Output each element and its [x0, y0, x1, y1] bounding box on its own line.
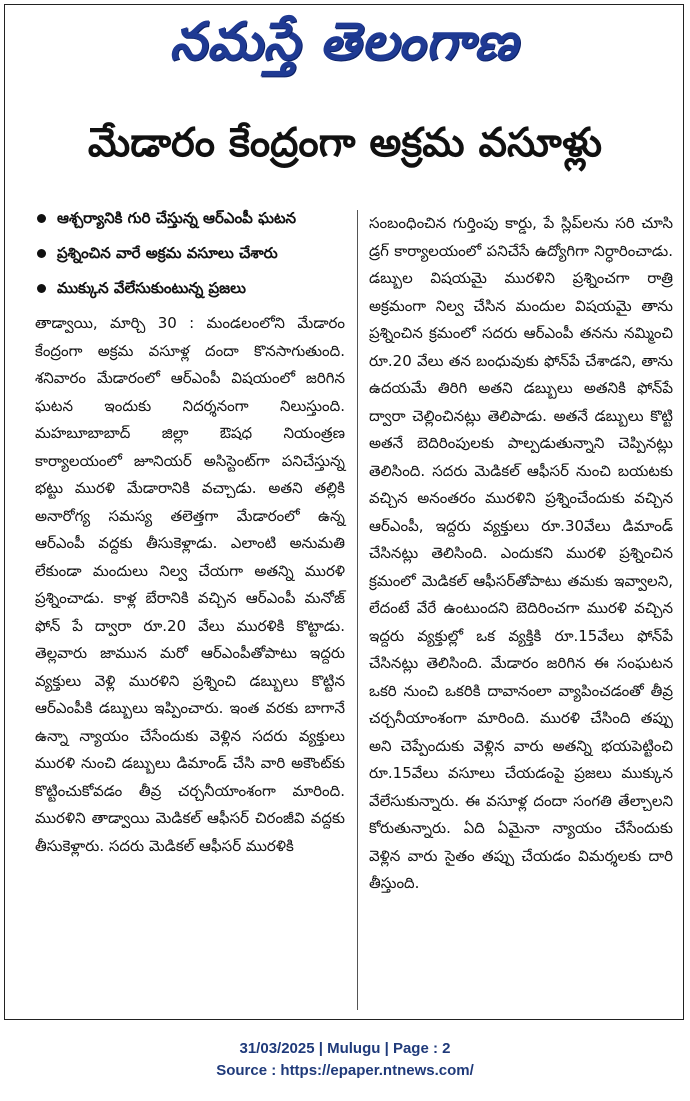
right-column	[369, 210, 673, 898]
bullet-item	[35, 240, 345, 267]
article-body-left: తాడ్వాయి, మార్చి 30 : మండలంలోని మేడారం కేంద్రంగా అక్రమ వసూళ్ల దందా కొనసాగుతుంది. శనివారం మేడారంలో ఆర్‌ఎంపీ విషయంలో జరిగిన ఘటన ఇందుకు నిదర్శనంగా నిలుస్తుంది. మహబూబాబాద్ జిల్లా ఔషధ నియంత్రణ కార్యాలయంలో జూనియర్ అసిస్టెంట్‌గా పనిచేస్తున్న భట్టు మురళి మేడారానికి వచ్చాడు. అతని తల్లికి అనారోగ్య సమస్య తలెత్తగా మేడారంలో ఉన్న ఆర్‌ఎంపీ వద్దకు తీసుకెళ్లాడు. ఎలాంటి అనుమతి లేకుండా మందులు నిల్వ చేయగా అతన్ని మురళి ప్రశ్నించాడు. కాళ్ల బేరానికి వచ్చిన ఆర్‌ఎంపీ మనోజ్ ఫోన్ పే ద్వారా రూ.20 వేలు మురళికి కొట్టాడు. తెల్లవారు జామున మరో ఆర్‌ఎంపీతోపాటు ఇద్దరు వ్యక్తులు వెళ్లి మురళిని ప్రశ్నించి డబ్బులు కొట్టిన ఆర్‌ఎంపీకి డబ్బులు ఇప్పించారు. ఇంత వరకు బాగానే ఉన్నా న్యాయం చేసేందుకు వెళ్లిన సదరు వ్యక్తులు మురళి నుంచి డబ్బులు డిమాండ్ చేసి వారి అకౌంట్‌కు కొట్టించుకోవడం తీవ్ర చర్చనీయాంశంగా మారింది. మురళిని తాడ్వాయి మెడికల్ ఆఫీసర్ చిరంజీవి వద్దకు తీసుకెళ్లారు. సదరు మెడికల్ ఆఫీసర్ మురళికి	[35, 314, 345, 855]
bullet-item	[35, 275, 345, 302]
clipping-footer	[0, 1038, 690, 1082]
article-headline: మేడారం కేంద్రంగా అక్రమ వసూళ్లు	[87, 120, 603, 166]
clipping-frame	[4, 4, 684, 1020]
footer-date-edition: 31/03/2025 | Mulugu | Page : 2	[239, 1040, 451, 1057]
bullet-text: ముక్కున వేలేసుకుంటున్న ప్రజలు	[57, 279, 246, 297]
bullet-text: ప్రశ్నించిన వారే అక్రమ వసూలు చేశారు	[57, 244, 278, 262]
newspaper-masthead: నమస్తే తెలంగాణ	[169, 11, 519, 72]
column-divider	[357, 210, 358, 1010]
bullet-text: ఆశ్చర్యానికి గురి చేస్తున్న ఆర్‌ఎంపీ ఘటన	[57, 209, 297, 227]
bullet-dot-icon	[37, 284, 46, 293]
highlight-bullets	[35, 205, 345, 302]
bullet-item	[35, 205, 345, 232]
article-body-right: సంబంధించిన గుర్తింపు కార్డు, పే స్లిప్‌లను సరి చూసి డ్రగ్ కార్యాలయంలో పనిచేసే ఉద్యోగిగా నిర్ధారించాడు. డబ్బుల విషయమై మురళిని ప్రశ్నించగా రాత్రి అక్రమంగా నిల్వ చేసిన మందుల విషయమై తాను ప్రశ్నించిన క్రమంలో సదరు ఆర్‌ఎంపీ తనను నమ్మించి రూ.20 వేలు తన బంధువుకు ఫోన్‌పే చేశాడని, తాను ఉదయమే తిరిగి అతని డబ్బులు అతనికి ఫోన్‌పే ద్వారా చెల్లించినట్లు తెలిపాడు. అతనే డబ్బులు కొట్టి అతనే బెదిరింపులకు పాల్పడుతున్నాని చెప్పినట్లు తెలిసింది. సదరు మెడికల్ ఆఫీసర్ నుంచి బయటకు వచ్చిన అనంతరం మురళిని ప్రశ్నించేందుకు వచ్చిన ఆర్‌ఎంపీ, ఇద్దరు వ్యక్తులు రూ.30వేలు డిమాండ్ చేసినట్లు తెలిసింది. ఎందుకని మురళి ప్రశ్నించిన క్రమంలో మెడికల్ ఆఫీసర్‌తోపాటు తమకు ఇవ్వాలని, లేదంటే వేరే ఉంటుందని బెదిరించగా మురళి వచ్చిన ఇద్దరు వ్యక్తుల్లో ఒక వ్యక్తికి రూ.15వేలు ఫోన్‌పే చేసినట్లు తెలిసింది. మేడారం జరిగిన ఈ సంఘటన ఒకరి నుంచి ఒకరికి దావానంలా వ్యాపించడంతో తీవ్ర చర్చనీయాంశంగా మారింది. మురళి చేసింది తప్పు అని చెప్పేందుకు వెళ్లిన వారు అతన్ని భయపెట్టించి రూ.15వేలు వసూలు చేయడంపై ప్రజలు ముక్కున వేలేసుకున్నారు. ఈ వసూళ్ల దందా సంగతి తేల్చాలని కోరుతున్నారు. ఏది ఏమైనా న్యాయం చేసేందుకు వెళ్లిన వారు సైతం తప్పు చేయడం విమర్శలకు దారి తీస్తుంది.	[369, 214, 673, 892]
bullet-dot-icon	[37, 249, 46, 258]
left-column	[35, 205, 345, 860]
footer-source: Source : https://epaper.ntnews.com/	[216, 1062, 474, 1079]
bullet-dot-icon	[37, 214, 46, 223]
